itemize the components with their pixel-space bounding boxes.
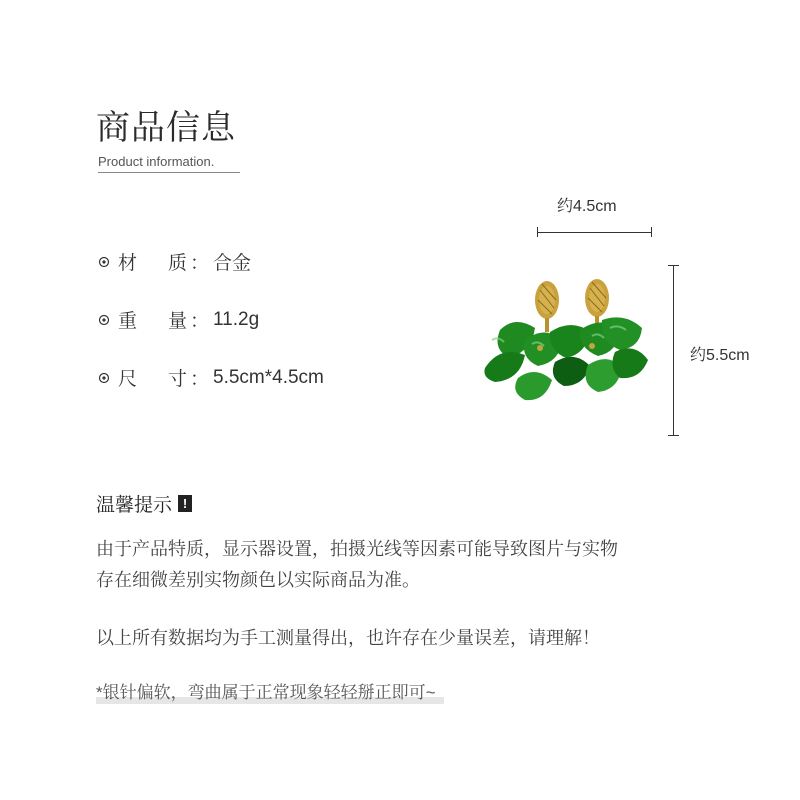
product-image bbox=[480, 270, 660, 420]
subtitle-underline bbox=[98, 172, 240, 173]
spec-value: 11.2g bbox=[213, 308, 260, 330]
width-dimension-tick-left bbox=[537, 227, 538, 237]
page-subtitle: Product information. bbox=[98, 154, 215, 169]
green-petals bbox=[484, 317, 648, 400]
height-dimension-label: 约5.5cm bbox=[690, 347, 750, 364]
notice-line-1: 由于产品特质，显示器设置，拍摄光线等因素可能导致图片与实物 bbox=[96, 539, 618, 559]
notice-heading bbox=[96, 490, 192, 517]
circle-dot-icon bbox=[98, 372, 110, 384]
spec-key-1: 重 bbox=[118, 311, 138, 332]
height-dimension-tick-bottom bbox=[668, 435, 679, 436]
circle-dot-icon bbox=[98, 314, 110, 326]
spec-key-2: 质 bbox=[168, 253, 188, 274]
spec-value: 合金 bbox=[213, 253, 252, 274]
spec-material: 材 质 ： 合金 bbox=[98, 248, 251, 275]
spec-value: 5.5cm*4.5cm bbox=[213, 366, 324, 388]
notice-line-2: 存在细微差别实物颜色以实际商品为准。 bbox=[96, 570, 420, 590]
height-dimension-line bbox=[673, 265, 674, 436]
spec-key-2: 寸 bbox=[168, 369, 188, 390]
width-dimension-label: 约4.5cm bbox=[557, 198, 617, 215]
exclamation-icon: ! bbox=[178, 495, 192, 512]
notice-note: *银针偏软，弯曲属于正常现象轻轻掰正即可~ bbox=[96, 683, 436, 702]
notice-title-text: 温馨提示 bbox=[96, 495, 173, 516]
spec-key-2: 量 bbox=[168, 311, 188, 332]
height-dimension-tick-top bbox=[668, 265, 679, 266]
notice-line-3: 以上所有数据均为手工测量得出，也许存在少量误差，请理解！ bbox=[96, 628, 600, 648]
spec-weight: 重 量 ： 11.2g bbox=[98, 306, 259, 333]
page-title: 商品信息 bbox=[96, 109, 236, 147]
spec-key-1: 尺 bbox=[118, 369, 138, 390]
width-dimension-line bbox=[537, 232, 652, 233]
spec-size: 尺 寸 ： 5.5cm*4.5cm bbox=[98, 364, 324, 391]
left-gold-stud bbox=[535, 281, 559, 332]
spec-key-1: 材 bbox=[118, 253, 138, 274]
width-dimension-tick-right bbox=[651, 227, 652, 237]
circle-dot-icon bbox=[98, 256, 110, 268]
